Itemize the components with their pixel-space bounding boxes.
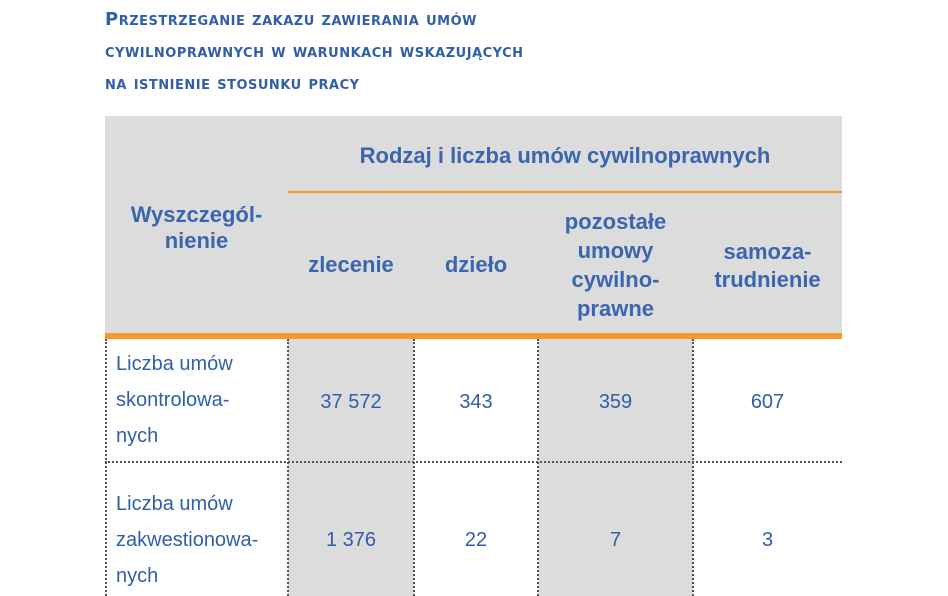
row-1-label-line-3: nych	[116, 425, 159, 447]
row-label-zakwestionowanych	[116, 486, 258, 594]
column-divider	[287, 339, 289, 596]
page-title	[105, 4, 524, 100]
table-cell-row1-zlecenie: 37 572	[320, 390, 382, 413]
column-divider	[537, 339, 539, 596]
row-2-label-line-2: zakwestionowa-	[116, 529, 259, 551]
row-label-skontrolowanych	[116, 346, 233, 454]
column-header-samozatrudnienie	[693, 236, 842, 296]
table-cell-row2-zlecenie: 1 376	[325, 528, 377, 551]
row-2-label-line-1: Liczba umów	[116, 493, 233, 515]
row-2-label-line-3: nych	[116, 565, 159, 587]
group-header: Rodzaj i liczba umów cywilnoprawnych	[359, 143, 771, 168]
row-1-label-line-2: skontrolowa-	[116, 389, 230, 411]
table-cell-row1-samozatrudnienie: 607	[750, 390, 785, 413]
table-cell-row2-dzielo: 22	[464, 528, 488, 551]
column-header-pozostale-line-3: cywilno-	[571, 267, 660, 292]
column-header-pozostale-line-4: prawne	[576, 296, 655, 321]
header-label-line-2: nienie	[164, 228, 229, 253]
row-1-label-line-1: Liczba umów	[116, 353, 233, 375]
column-header-samozatrudnienie-line-1: samoza-	[723, 239, 812, 264]
column-header-pozostale	[538, 206, 693, 324]
column-header-pozostale-line-1: pozostałe	[564, 209, 667, 234]
column-shade-pozostale	[538, 339, 693, 596]
row-divider	[105, 461, 842, 463]
title-line-3: na istnienie stosunku pracy	[105, 73, 360, 94]
header-bottom-border	[105, 333, 842, 339]
column-shade-zlecenie	[288, 339, 414, 596]
group-header-divider	[288, 191, 842, 193]
table-cell-row2-samozatrudnienie: 3	[761, 528, 774, 551]
column-divider	[692, 339, 694, 596]
column-divider	[105, 339, 107, 596]
table-cell-row1-dzielo: 343	[459, 390, 493, 413]
title-line-1: Przestrzeganie zakazu zawierania umów	[105, 9, 477, 30]
header-label	[105, 193, 288, 263]
column-header-pozostale-line-2: umowy	[577, 238, 654, 263]
column-header-samozatrudnienie-line-2: trudnienie	[714, 267, 821, 292]
column-header-dzielo: dzieło	[444, 252, 508, 277]
column-divider	[413, 339, 415, 596]
table-cell-row1-pozostale: 359	[598, 390, 633, 413]
title-line-2: cywilnoprawnych w warunkach wskazujących	[105, 41, 524, 62]
table-cell-row2-pozostale: 7	[609, 528, 622, 551]
header-label-line-1: Wyszczegól-	[130, 202, 263, 227]
column-header-zlecenie: zlecenie	[308, 252, 394, 277]
